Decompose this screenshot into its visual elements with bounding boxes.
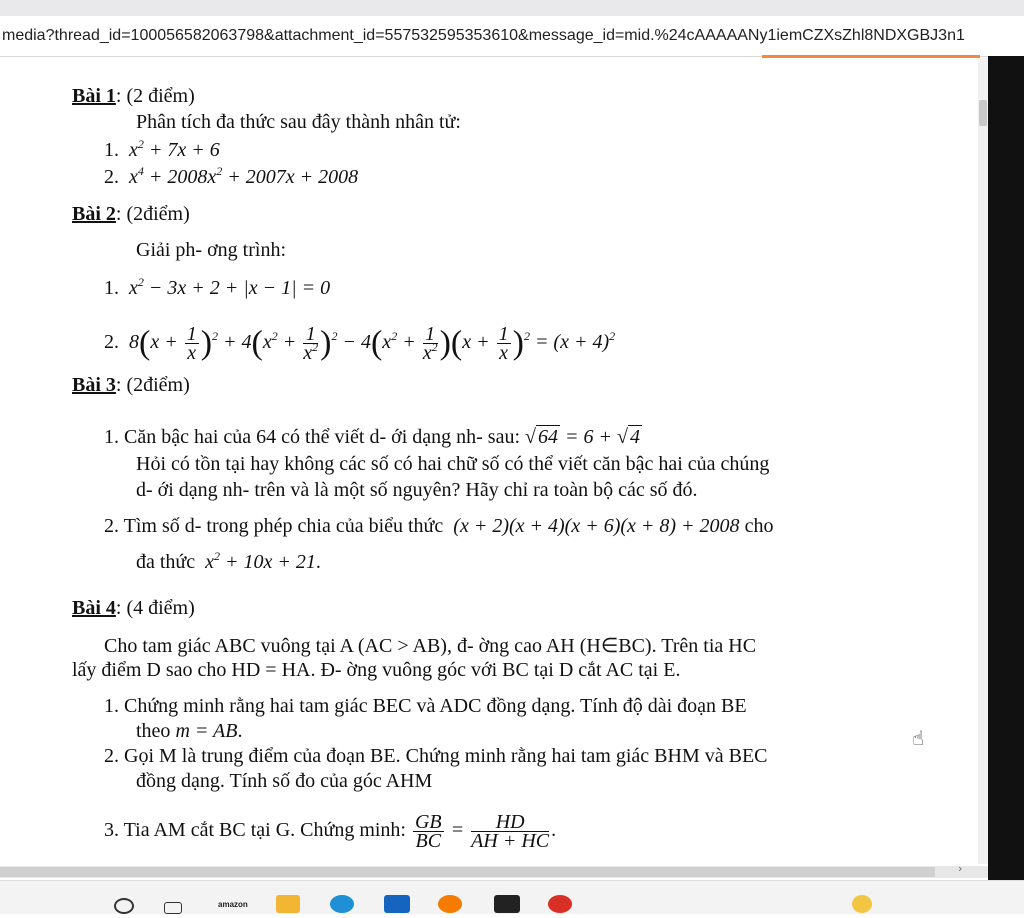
hand-cursor-icon: ☝ [912,726,925,750]
bai4-q2: 2. Gọi M là trung điểm của đoạn BE. Chứng minh rằng hai tam giác BHM và BEC [104,745,768,767]
bai1-item-2: 2. $x^4 + 2008x^2 + 2007x + 2008$ [104,164,359,188]
bai3-heading: Bài 3: (2điểm) [72,374,190,396]
firefox-icon[interactable] [438,895,462,913]
store-icon[interactable] [384,895,410,913]
scroll-right-icon[interactable]: › [958,862,963,875]
document-viewer [0,58,978,864]
bai4-heading: Bài 4: (4 điểm) [72,597,195,619]
dropbox-icon[interactable] [494,895,520,913]
vertical-scroll-thumb[interactable] [979,100,987,126]
bai2-item-2: 2. 8(x + $\frac{1}{x}$ )$^2 + 4(x^2$ + $\frac{1}{x^2}$ )$^2 - 4(x^2$ + $\frac{1}{x^2}$ )(x + $\frac{1}{x}$ )$^2 = (x + 4)^2$ [104,322,616,364]
bai4-q3: 3. Tia AM cắt BC tại G. Chứng minh: $\frac{GB}{BC}$ = $\frac{HD}{AH + HC}$ . [104,810,557,852]
bai4-q1-line2: theo m = AB. [136,720,243,742]
chrome-icon[interactable] [548,895,572,913]
address-bar[interactable] [0,16,1024,57]
horizontal-scroll-thumb[interactable] [0,867,935,877]
edge-icon[interactable] [330,895,354,913]
bai1-instruction: Phân tích đa thức sau đây thành nhân tử: [136,111,461,133]
bai4-intro-1: Cho tam giác ABC vuông tại A (AC > AB), đ- ờng cao AH (H∈BC). Trên tia HC [104,635,757,657]
weather-icon [852,895,872,913]
bai2-item-1: 1. $x^2 - 3x + 2 + |x - 1| = 0$ [104,275,331,299]
bai2-instruction: Giải ph- ơng trình: [136,239,286,261]
side-panel [988,56,1024,890]
amazon-icon[interactable]: amazon [218,900,248,909]
bai3-q2: 2. Tìm số d- trong phép chia của biểu thức (x + 2)(x + 4)(x + 6)(x + 8) + 2008 cho [104,515,774,537]
search-icon[interactable] [114,898,134,914]
bai2-heading: Bài 2: (2điểm) [72,203,190,225]
bai1-item-1: 1. $x^2 + 7x + 6$ [104,137,220,161]
bai4-q2-line2: đồng dạng. Tính số đo của góc AHM [136,770,433,792]
vertical-scrollbar[interactable] [978,58,988,864]
bai3-q1-line2: Hỏi có tồn tại hay không các số có hai chữ số có thể viết căn bậc hai của chúng [136,453,770,475]
file-explorer-icon[interactable] [276,895,300,913]
bai4-intro-2: lấy điểm D sao cho HD = HA. Đ- ờng vuông góc với BC tại D cắt AC tại E. [72,659,681,681]
browser-tab-strip [0,0,1024,16]
bai4-q1: 1. Chứng minh rằng hai tam giác BEC và ADC đồng dạng. Tính độ dài đoạn BE [104,695,747,717]
task-view-icon[interactable] [164,902,182,914]
bai3-q1: 1. Căn bậc hai của 64 có thể viết d- ới dạng nh- sau: √ 64 = 6 + √ 4 [104,426,640,448]
bai1-heading: Bài 1: (2 điểm) [72,85,195,107]
bai3-q1-line3: d- ới dạng nh- trên và là một số nguyên? Hãy chỉ ra toàn bộ các số đó. [136,479,698,501]
url-text: media?thread_id=100056582063798&attachment_id=557532595353610&message_id=mid.%24cAAAAANy1iemCZXsZhl8NDXGBJ3n1 [2,27,965,44]
bai3-q2-line2: đa thức $x^2 + 10x + 21$. [136,549,321,573]
